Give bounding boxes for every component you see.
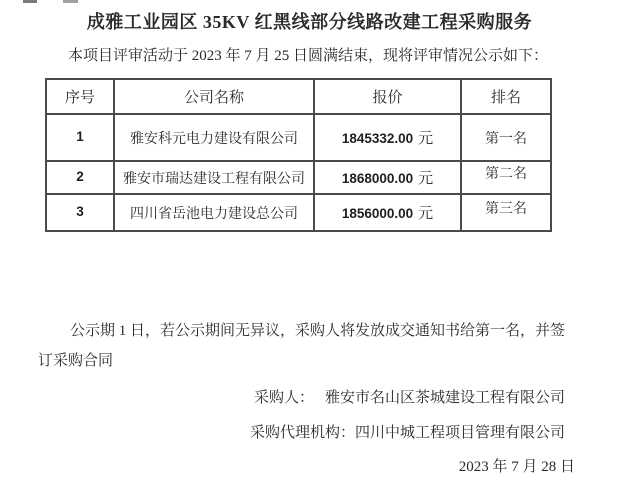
quote-amount: 1868000.00: [341, 171, 414, 186]
seq-cell: [46, 161, 114, 194]
column-header-rank: 排名: [461, 79, 551, 114]
table-row: [46, 114, 551, 161]
rank-cell: [461, 194, 551, 231]
intro-paragraph: 本项目评审活动于 2023 年 7 月 25 日圆满结束，现将评审情况公示如下：: [68, 48, 549, 64]
company-cell: 雅安科元电力建设有限公司: [114, 114, 314, 161]
table-row: [46, 194, 551, 231]
scan-artifact: [23, 0, 37, 3]
seq-cell: [46, 114, 114, 161]
quote-cell: [314, 194, 461, 231]
page-title: 成雅工业园区 35KV 红黑线部分线路改建工程采购服务: [86, 12, 533, 32]
rank-value: 第二名: [485, 167, 527, 182]
quote-unit: 元: [418, 171, 434, 187]
agency-line: [250, 423, 565, 443]
column-header-company: 公司名称: [114, 79, 314, 114]
agency-name: 四川中城工程项目管理有限公司: [354, 425, 565, 441]
rank-value: 第三名: [485, 202, 527, 217]
agency-label: 采购代理机构：: [249, 425, 355, 441]
seq-value: 2: [76, 169, 84, 184]
purchaser-line: [254, 388, 565, 408]
column-header-seq: 序号: [46, 79, 114, 114]
quote-amount: 1856000.00: [341, 206, 414, 221]
quote-unit: 元: [418, 206, 434, 222]
quote-amount: 1845332.00: [341, 131, 414, 146]
scan-artifact: [63, 0, 78, 3]
quote-cell: [314, 114, 461, 161]
quote-cell: [314, 161, 461, 194]
rank-value: 第一名: [485, 131, 527, 147]
date-line: 2023 年 7 月 28 日: [458, 459, 575, 475]
purchaser-label: 采购人：: [253, 390, 314, 406]
notice-paragraph-line-2: 订采购合同: [38, 353, 114, 369]
bid-results-table: [45, 78, 552, 232]
seq-cell: [46, 194, 114, 231]
quote-unit: 元: [418, 131, 434, 147]
table-row: [46, 161, 551, 194]
notice-paragraph-line-1: 公示期 1 日，若公示期间无异议，采购人将发放成交通知书给第一名，并签: [70, 323, 566, 339]
seq-value: 3: [76, 204, 84, 219]
seq-value: 1: [76, 129, 84, 144]
column-header-quote: 报价: [314, 79, 461, 114]
rank-cell: [461, 114, 551, 161]
rank-cell: [461, 161, 551, 194]
purchaser-name: 雅安市名山区茶城建设工程有限公司: [324, 390, 565, 406]
company-cell: 雅安市瑞达建设工程有限公司: [114, 161, 314, 194]
company-cell: 四川省岳池电力建设总公司: [114, 194, 314, 231]
table-header-row: [46, 79, 551, 114]
